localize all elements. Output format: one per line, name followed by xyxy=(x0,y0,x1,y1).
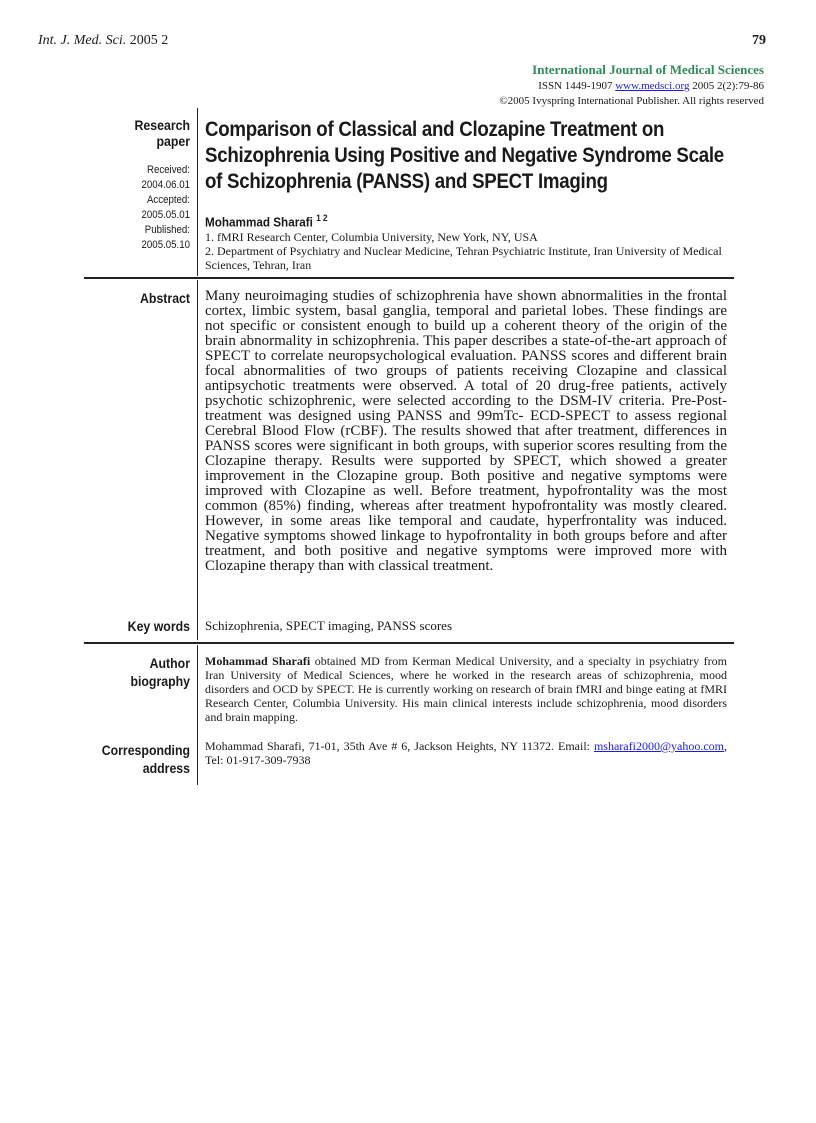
biography-section xyxy=(205,654,727,724)
author-name: Mohammad Sharafi xyxy=(205,214,313,230)
biography-heading-1: Author xyxy=(149,655,190,671)
masthead xyxy=(499,61,764,109)
biography-body: obtained MD from Kerman Medical University, and a specialty in psychiatry from Iran University of Medical Sciences, where he worked in the research areas of schizophrenia, mood disorders and OCD by SPECT. He is currently working on research of brain fMRI and binge eating at fMRI Research Center, Columbia University. His main clinical interests include schizophrenia, mood disorders and brain mapping. xyxy=(205,654,728,724)
article-header xyxy=(205,117,727,272)
issn-prefix: ISSN 1449-1907 xyxy=(538,80,613,92)
column-divider xyxy=(197,645,198,785)
correspondence-heading-2: address xyxy=(142,760,190,776)
copyright: ©2005 Ivyspring International Publisher. All rights reserved xyxy=(499,95,764,107)
affiliation-2: 2. Department of Psychiatry and Nuclear Medicine, Tehran Psychiatric Institute, Iran University of Medical Sciences, Tehran, Iran xyxy=(205,244,722,273)
abstract-text: Many neuroimaging studies of schizophrenia have shown abnormalities in the frontal cortex, limbic system, basal ganglia, temporal and parietal lobes. These findings are not specific or consistent enough to build up a coherent theory of the origin of the brain abnormality in schizophrenia. This paper describes a state-of-the-art approach of SPECT to correlate neuropsychological evaluation. PANSS scores and different brain focal abnormalities of two groups of patients receiving Clozapine and classical antipsychotic treatments were observed. A total of 20 drug-free patients, actively psychotic schizophrenic, were selected according to the DSM-IV criteria. Pre-Post-treatment was designed using PANSS and 99mTc- ECD-SPECT to assess regional Cerebral Blood Flow (rCBF). The results showed that after treatment, differences in PANSS scores were significant in both groups, with superior scores resulting from the Clozapine therapy. Results were supported by SPECT, which showed a greater improvement in the Clozapine group. Both positive and negative symptoms were improved with Clozapine as well. Before treatment, hypofrontality was the most common (85%) finding, whereas after treatment hypofrontality was mostly cleared. However, in some areas like temporal and caudate, hyperfrontality was induced. Negative symptoms showed linkage to hypofrontality in both groups before and after treatment, and both positive and negative symptoms were improved more with Clozapine therapy than with classical treatment. xyxy=(205,288,727,574)
page-number: 79 xyxy=(752,33,766,48)
biography-author-name: Mohammad Sharafi xyxy=(205,654,311,668)
author-line xyxy=(205,213,675,229)
abstract-label xyxy=(86,290,190,306)
issn-line xyxy=(499,79,764,94)
correspondence-section xyxy=(205,739,727,767)
correspondence-label xyxy=(86,741,190,777)
correspondence-heading-1: Corresponding xyxy=(101,742,190,758)
biography-text xyxy=(205,654,727,724)
article-meta xyxy=(86,117,190,253)
correspondence-text xyxy=(205,739,727,767)
keywords-heading: Key words xyxy=(127,618,190,634)
author-affiliation-marks: 1 2 xyxy=(316,213,328,223)
section-rule xyxy=(84,277,734,279)
article-dates xyxy=(98,163,190,253)
received-date: Received: 2004.06.01 xyxy=(141,164,190,191)
correspondence-address: Mohammad Sharafi, 71-01, 35th Ave # 6, Jackson Heights, NY 11372. Email: xyxy=(205,739,594,753)
article-title: Comparison of Classical and Clozapine Treatment on Schizophrenia Using Positive and Negative Syndrome Scale of Schizophrenia (PANSS) and SPECT Imaging xyxy=(205,118,724,193)
section-rule xyxy=(84,642,734,644)
abstract-section xyxy=(205,289,727,574)
email-link[interactable]: msharafi2000@yahoo.com xyxy=(593,739,724,753)
affiliation-1: 1. fMRI Research Center, Columbia University, New York, NY, USA xyxy=(205,230,538,245)
journal-url-link[interactable]: www.medsci.org xyxy=(615,80,690,92)
published-date: Published: 2005.05.10 xyxy=(141,224,190,251)
biography-label xyxy=(86,654,190,690)
journal-name: International Journal of Medical Sciences xyxy=(532,62,764,77)
running-head-year: 2005 2 xyxy=(129,33,169,48)
issn-suffix: 2005 2(2):79-86 xyxy=(692,80,764,92)
biography-heading-2: biography xyxy=(130,673,190,689)
abstract-heading: Abstract xyxy=(140,290,190,306)
accepted-date: Accepted: 2005.05.01 xyxy=(141,194,190,221)
running-head xyxy=(38,33,766,49)
keywords-text: Schizophrenia, SPECT imaging, PANSS scores xyxy=(205,618,453,633)
keywords-label xyxy=(86,618,190,634)
correspondence-tel: , Tel: 01-917-309-7938 xyxy=(205,739,727,767)
column-divider xyxy=(197,108,198,276)
column-divider xyxy=(197,280,198,640)
running-head-journal: Int. J. Med. Sci. 2005 2 xyxy=(38,33,169,48)
article-type: Research paper xyxy=(134,117,190,149)
